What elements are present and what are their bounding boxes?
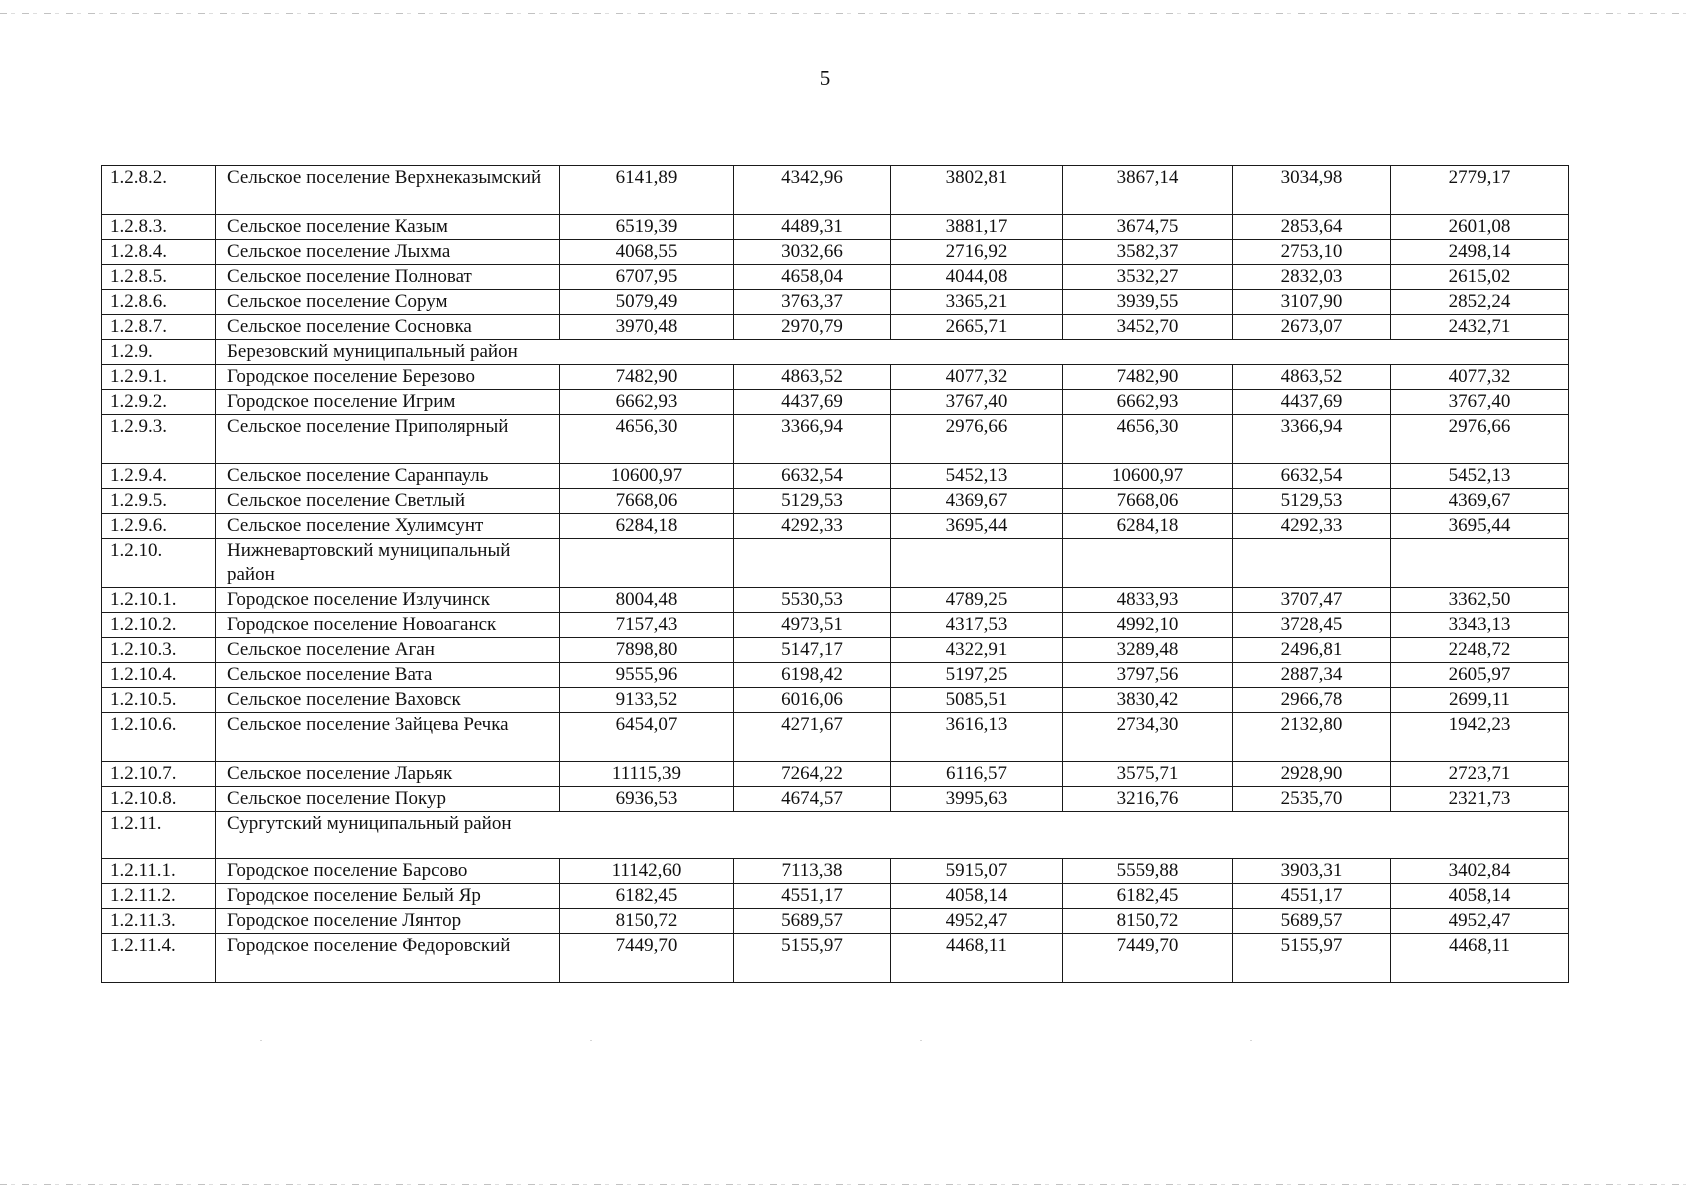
row-name: Сельское поселение Вата	[216, 663, 560, 688]
table-row	[102, 290, 1569, 315]
row-value-3: 3881,17	[891, 215, 1063, 240]
row-value-4: 8150,72	[1063, 909, 1233, 934]
row-value-1: 6454,07	[560, 713, 734, 762]
row-name: Городское поселение Барсово	[216, 859, 560, 884]
scan-artifact-dots	[100, 1040, 1570, 1041]
row-value-5: 2132,80	[1233, 713, 1391, 762]
row-value-2: 5147,17	[734, 638, 891, 663]
row-value-5: 3366,94	[1233, 415, 1391, 464]
row-value-5	[1233, 539, 1391, 588]
row-value-2	[734, 539, 891, 588]
row-value-2: 4342,96	[734, 166, 891, 215]
row-name: Городское поселение Федоровский	[216, 934, 560, 983]
row-value-6: 2723,71	[1391, 762, 1569, 787]
table-row	[102, 638, 1569, 663]
row-value-1: 11115,39	[560, 762, 734, 787]
row-value-4: 3867,14	[1063, 166, 1233, 215]
row-value-3: 3767,40	[891, 390, 1063, 415]
row-value-3: 3695,44	[891, 514, 1063, 539]
row-value-6: 2779,17	[1391, 166, 1569, 215]
row-name: Сельское поселение Светлый	[216, 489, 560, 514]
row-value-1: 3970,48	[560, 315, 734, 340]
row-value-4: 7482,90	[1063, 365, 1233, 390]
row-code: 1.2.11.3.	[102, 909, 216, 934]
row-value-1: 11142,60	[560, 859, 734, 884]
section-row	[102, 812, 1569, 859]
row-value-3: 2665,71	[891, 315, 1063, 340]
row-value-4: 3532,27	[1063, 265, 1233, 290]
row-name: Сельское поселение Аган	[216, 638, 560, 663]
row-code: 1.2.9.	[102, 340, 216, 365]
row-value-6: 4369,67	[1391, 489, 1569, 514]
table-row	[102, 489, 1569, 514]
table-row	[102, 787, 1569, 812]
row-value-4: 3830,42	[1063, 688, 1233, 713]
row-value-4: 5559,88	[1063, 859, 1233, 884]
row-value-2: 4973,51	[734, 613, 891, 638]
row-code: 1.2.10.	[102, 539, 216, 588]
row-value-4: 4992,10	[1063, 613, 1233, 638]
row-value-6: 3767,40	[1391, 390, 1569, 415]
row-code: 1.2.8.3.	[102, 215, 216, 240]
row-name: Сельское поселение Саранпауль	[216, 464, 560, 489]
row-value-3: 4077,32	[891, 365, 1063, 390]
row-name: Городское поселение Белый Яр	[216, 884, 560, 909]
row-value-3: 4468,11	[891, 934, 1063, 983]
row-value-2: 4292,33	[734, 514, 891, 539]
table-row	[102, 265, 1569, 290]
row-code: 1.2.10.8.	[102, 787, 216, 812]
row-value-5: 4863,52	[1233, 365, 1391, 390]
row-value-2: 5155,97	[734, 934, 891, 983]
row-value-6: 2432,71	[1391, 315, 1569, 340]
data-table-container	[101, 165, 1568, 983]
data-table	[101, 165, 1569, 983]
row-value-2: 3032,66	[734, 240, 891, 265]
row-value-5: 2496,81	[1233, 638, 1391, 663]
row-value-3: 3802,81	[891, 166, 1063, 215]
row-value-2: 5689,57	[734, 909, 891, 934]
row-name: Сельское поселение Ваховск	[216, 688, 560, 713]
row-value-6: 4952,47	[1391, 909, 1569, 934]
row-value-6: 2248,72	[1391, 638, 1569, 663]
row-value-6: 2321,73	[1391, 787, 1569, 812]
row-name: Сельское поселение Верхнеказымский	[216, 166, 560, 215]
row-name: Сельское поселение Хулимсунт	[216, 514, 560, 539]
row-value-3: 3995,63	[891, 787, 1063, 812]
row-value-6: 5452,13	[1391, 464, 1569, 489]
row-value-3: 4952,47	[891, 909, 1063, 934]
row-value-3: 4789,25	[891, 588, 1063, 613]
row-value-5: 2753,10	[1233, 240, 1391, 265]
table-row	[102, 365, 1569, 390]
row-value-2: 2970,79	[734, 315, 891, 340]
row-value-4: 3452,70	[1063, 315, 1233, 340]
row-value-1: 4656,30	[560, 415, 734, 464]
row-name: Сургутский муниципальный район	[216, 812, 1569, 859]
row-value-3: 4322,91	[891, 638, 1063, 663]
row-value-1: 7898,80	[560, 638, 734, 663]
row-name: Березовский муниципальный район	[216, 340, 1569, 365]
row-value-5: 6632,54	[1233, 464, 1391, 489]
row-value-3: 2976,66	[891, 415, 1063, 464]
row-value-3	[891, 539, 1063, 588]
row-value-2: 5530,53	[734, 588, 891, 613]
row-value-6: 3362,50	[1391, 588, 1569, 613]
table-row	[102, 390, 1569, 415]
row-value-1: 6141,89	[560, 166, 734, 215]
row-value-3: 5915,07	[891, 859, 1063, 884]
row-code: 1.2.8.6.	[102, 290, 216, 315]
table-row	[102, 315, 1569, 340]
row-value-1: 5079,49	[560, 290, 734, 315]
row-value-3: 4369,67	[891, 489, 1063, 514]
row-value-2: 3366,94	[734, 415, 891, 464]
row-value-5: 2887,34	[1233, 663, 1391, 688]
table-row	[102, 713, 1569, 762]
row-value-5: 2853,64	[1233, 215, 1391, 240]
row-value-5: 2535,70	[1233, 787, 1391, 812]
table-row	[102, 539, 1569, 588]
table-row	[102, 514, 1569, 539]
row-value-2: 6632,54	[734, 464, 891, 489]
row-value-2: 7264,22	[734, 762, 891, 787]
row-name: Городское поселение Лянтор	[216, 909, 560, 934]
row-code: 1.2.11.2.	[102, 884, 216, 909]
row-value-5: 3728,45	[1233, 613, 1391, 638]
row-value-6: 2498,14	[1391, 240, 1569, 265]
row-value-2: 3763,37	[734, 290, 891, 315]
row-name: Сельское поселение Зайцева Речка	[216, 713, 560, 762]
row-value-4: 2734,30	[1063, 713, 1233, 762]
row-value-5: 5155,97	[1233, 934, 1391, 983]
row-value-4	[1063, 539, 1233, 588]
row-value-1: 10600,97	[560, 464, 734, 489]
row-code: 1.2.8.2.	[102, 166, 216, 215]
row-value-5: 4437,69	[1233, 390, 1391, 415]
table-row	[102, 884, 1569, 909]
row-value-5: 3034,98	[1233, 166, 1391, 215]
row-value-6: 2699,11	[1391, 688, 1569, 713]
row-value-4: 4833,93	[1063, 588, 1233, 613]
row-value-1: 4068,55	[560, 240, 734, 265]
row-value-6: 4077,32	[1391, 365, 1569, 390]
row-value-3: 5085,51	[891, 688, 1063, 713]
row-value-1: 6284,18	[560, 514, 734, 539]
row-value-6: 3402,84	[1391, 859, 1569, 884]
table-row	[102, 464, 1569, 489]
row-value-2: 6016,06	[734, 688, 891, 713]
row-value-4: 3289,48	[1063, 638, 1233, 663]
table-row	[102, 166, 1569, 215]
row-code: 1.2.9.1.	[102, 365, 216, 390]
table-body	[102, 166, 1569, 983]
row-name: Сельское поселение Казым	[216, 215, 560, 240]
row-value-2: 4271,67	[734, 713, 891, 762]
row-value-6: 1942,23	[1391, 713, 1569, 762]
row-value-6: 2615,02	[1391, 265, 1569, 290]
row-value-6: 2852,24	[1391, 290, 1569, 315]
table-row	[102, 588, 1569, 613]
table-row	[102, 859, 1569, 884]
row-value-1: 9555,96	[560, 663, 734, 688]
row-value-4: 6182,45	[1063, 884, 1233, 909]
row-value-3: 4058,14	[891, 884, 1063, 909]
row-value-5: 2832,03	[1233, 265, 1391, 290]
row-name: Городское поселение Березово	[216, 365, 560, 390]
row-value-2: 4489,31	[734, 215, 891, 240]
row-value-2: 4551,17	[734, 884, 891, 909]
row-value-4: 6284,18	[1063, 514, 1233, 539]
row-code: 1.2.8.7.	[102, 315, 216, 340]
table-row	[102, 909, 1569, 934]
table-row	[102, 415, 1569, 464]
row-value-1: 6519,39	[560, 215, 734, 240]
row-value-1: 9133,52	[560, 688, 734, 713]
row-value-6: 2601,08	[1391, 215, 1569, 240]
row-value-6: 2605,97	[1391, 663, 1569, 688]
row-code: 1.2.10.3.	[102, 638, 216, 663]
row-code: 1.2.10.6.	[102, 713, 216, 762]
row-name: Сельское поселение Покур	[216, 787, 560, 812]
row-value-4: 3939,55	[1063, 290, 1233, 315]
row-code: 1.2.10.7.	[102, 762, 216, 787]
row-value-6: 4468,11	[1391, 934, 1569, 983]
row-value-3: 3616,13	[891, 713, 1063, 762]
scan-artifact-top	[0, 13, 1686, 14]
row-code: 1.2.10.5.	[102, 688, 216, 713]
row-value-1: 6936,53	[560, 787, 734, 812]
row-value-4: 7449,70	[1063, 934, 1233, 983]
row-value-4: 6662,93	[1063, 390, 1233, 415]
row-value-6: 3695,44	[1391, 514, 1569, 539]
row-value-5: 5129,53	[1233, 489, 1391, 514]
row-value-6: 3343,13	[1391, 613, 1569, 638]
row-value-2: 4674,57	[734, 787, 891, 812]
row-value-1: 6182,45	[560, 884, 734, 909]
row-value-1: 7157,43	[560, 613, 734, 638]
row-code: 1.2.9.3.	[102, 415, 216, 464]
row-code: 1.2.8.5.	[102, 265, 216, 290]
row-value-4: 3797,56	[1063, 663, 1233, 688]
row-code: 1.2.11.1.	[102, 859, 216, 884]
row-value-4: 3674,75	[1063, 215, 1233, 240]
row-value-3: 2716,92	[891, 240, 1063, 265]
row-code: 1.2.9.6.	[102, 514, 216, 539]
row-name: Городское поселение Новоаганск	[216, 613, 560, 638]
row-value-5: 2928,90	[1233, 762, 1391, 787]
row-value-1: 6707,95	[560, 265, 734, 290]
scan-artifact-bottom	[0, 1184, 1686, 1185]
row-value-2: 5129,53	[734, 489, 891, 514]
row-name: Городское поселение Игрим	[216, 390, 560, 415]
row-name: Нижневартовский муниципальный район	[216, 539, 560, 588]
table-row	[102, 240, 1569, 265]
page-number: 5	[819, 66, 831, 90]
row-name: Сельское поселение Сорум	[216, 290, 560, 315]
section-row	[102, 340, 1569, 365]
row-value-4: 3216,76	[1063, 787, 1233, 812]
row-value-1: 7449,70	[560, 934, 734, 983]
row-value-5: 2673,07	[1233, 315, 1391, 340]
row-value-4: 3582,37	[1063, 240, 1233, 265]
row-value-5: 5689,57	[1233, 909, 1391, 934]
row-value-5: 4551,17	[1233, 884, 1391, 909]
row-name: Сельское поселение Сосновка	[216, 315, 560, 340]
row-code: 1.2.9.4.	[102, 464, 216, 489]
row-value-3: 6116,57	[891, 762, 1063, 787]
row-name: Сельское поселение Лыхма	[216, 240, 560, 265]
row-code: 1.2.11.	[102, 812, 216, 859]
row-value-2: 4658,04	[734, 265, 891, 290]
row-value-2: 4437,69	[734, 390, 891, 415]
row-value-5: 4292,33	[1233, 514, 1391, 539]
row-value-5: 2966,78	[1233, 688, 1391, 713]
row-code: 1.2.10.1.	[102, 588, 216, 613]
row-code: 1.2.9.5.	[102, 489, 216, 514]
row-value-1: 8004,48	[560, 588, 734, 613]
row-value-6: 4058,14	[1391, 884, 1569, 909]
row-value-3: 4317,53	[891, 613, 1063, 638]
row-value-2: 6198,42	[734, 663, 891, 688]
row-value-3: 3365,21	[891, 290, 1063, 315]
row-code: 1.2.10.2.	[102, 613, 216, 638]
row-value-6	[1391, 539, 1569, 588]
table-row	[102, 613, 1569, 638]
row-code: 1.2.9.2.	[102, 390, 216, 415]
row-value-6: 2976,66	[1391, 415, 1569, 464]
row-value-1: 7668,06	[560, 489, 734, 514]
row-code: 1.2.10.4.	[102, 663, 216, 688]
row-code: 1.2.8.4.	[102, 240, 216, 265]
row-value-3: 5197,25	[891, 663, 1063, 688]
table-row	[102, 762, 1569, 787]
row-name: Сельское поселение Приполярный	[216, 415, 560, 464]
row-value-3: 4044,08	[891, 265, 1063, 290]
row-name: Сельское поселение Полноват	[216, 265, 560, 290]
row-value-4: 3575,71	[1063, 762, 1233, 787]
row-value-1	[560, 539, 734, 588]
row-value-3: 5452,13	[891, 464, 1063, 489]
row-value-2: 4863,52	[734, 365, 891, 390]
row-value-5: 3707,47	[1233, 588, 1391, 613]
row-value-1: 8150,72	[560, 909, 734, 934]
row-value-4: 7668,06	[1063, 489, 1233, 514]
table-row	[102, 688, 1569, 713]
row-value-4: 4656,30	[1063, 415, 1233, 464]
table-row	[102, 663, 1569, 688]
row-value-5: 3903,31	[1233, 859, 1391, 884]
row-value-1: 7482,90	[560, 365, 734, 390]
row-name: Городское поселение Излучинск	[216, 588, 560, 613]
row-value-4: 10600,97	[1063, 464, 1233, 489]
table-row	[102, 934, 1569, 983]
row-code: 1.2.11.4.	[102, 934, 216, 983]
table-row	[102, 215, 1569, 240]
row-value-5: 3107,90	[1233, 290, 1391, 315]
row-name: Сельское поселение Ларьяк	[216, 762, 560, 787]
row-value-1: 6662,93	[560, 390, 734, 415]
row-value-2: 7113,38	[734, 859, 891, 884]
